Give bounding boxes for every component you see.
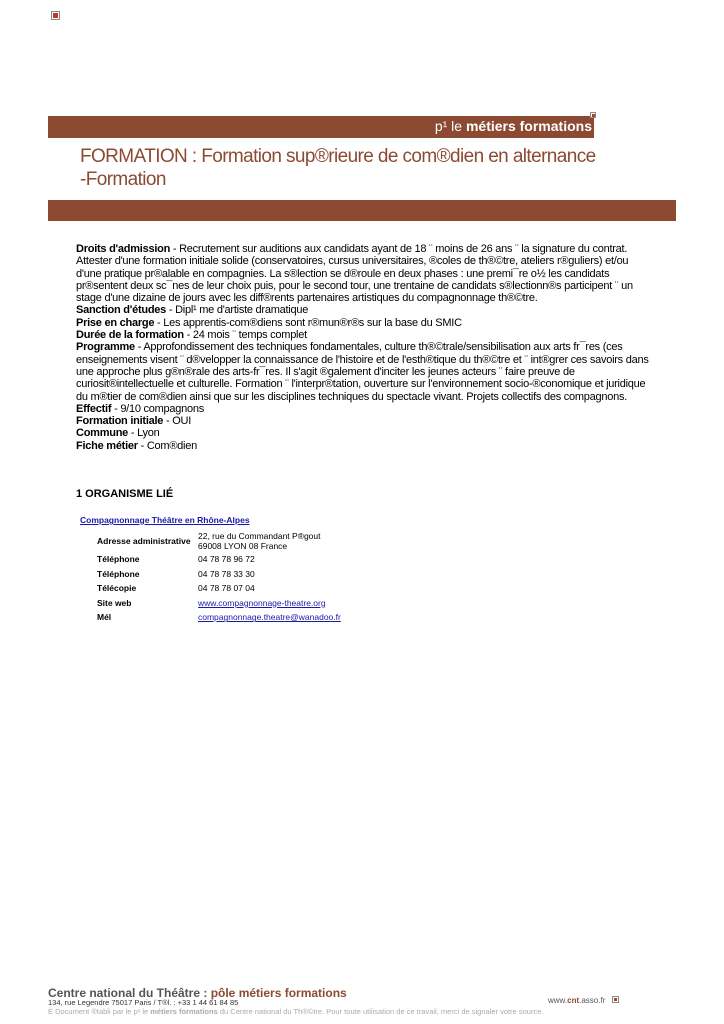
email-label: Mél — [97, 612, 112, 623]
footer-site-link[interactable]: www.cnt.asso.fr — [548, 996, 606, 1005]
header-bar — [48, 116, 594, 138]
header-pole-label: p¹ le métiers formations — [434, 118, 592, 134]
phone-value: 04 78 78 96 72 — [198, 554, 255, 565]
header-image-icon — [590, 112, 596, 118]
field-row: Prise en charge - Les apprentis-com®diens sont r®mun®r®s sur la base du SMIC — [76, 316, 462, 329]
footer-title: Centre national du Théâtre : pôle métiers formations — [48, 986, 347, 1000]
field-row: Commune - Lyon — [76, 427, 160, 440]
fax-label: Télécopie — [97, 583, 137, 594]
email-link[interactable]: compagnonnage.theatre@wanadoo.fr — [198, 612, 341, 623]
phone-value: 04 78 78 33 30 — [198, 568, 255, 579]
table-row — [97, 530, 341, 552]
field-row: Droits d'admission - Recrutement sur auditions aux candidats ayant de 18 ¨ moins de 26 ans ¨ la signature du contrat. Attester d'une formation initiale solide (conservatoires, cursus universitaires, ®coles de th®©tre, ateliers r®guliers) et/ou d'une pratique pr®alable en compagnies. La s®lection se d®roule en deux phases : une premi¯re o½ les candidats pr®sentent deux sc¯nes de leur choix puis, pour le second tour, une trentaine de candidats s®lectionn®s participent ¨ un stage d'une dizaine de jours avec les diff®rents partenaires artistiques du compagnonnage th®©tre. — [76, 243, 633, 305]
field-row: Sanction d'études - Dipl¹ me d'artiste dramatique — [76, 304, 309, 317]
website-label: Site web — [97, 597, 132, 608]
phone-label: Téléphone — [97, 554, 140, 565]
fax-value: 04 78 78 07 04 — [198, 583, 255, 594]
footer-address: 134, rue Legendre 75017 Paris / T®l. : +33 1 44 61 84 85 — [48, 998, 239, 1007]
website-link[interactable]: www.compagnonnage-theatre.org — [198, 597, 326, 608]
table-row — [97, 552, 341, 567]
table-row — [97, 610, 341, 625]
table-row — [97, 581, 341, 596]
field-row: Effectif - 9/10 compagnons — [76, 402, 205, 415]
field-row: Durée de la formation - 24 mois ¨ temps complet — [76, 329, 307, 342]
page-title: FORMATION : Formation sup®rieure de com®dien en alternance -Formation — [80, 146, 596, 190]
formation-details — [76, 243, 656, 452]
field-row: Fiche métier - Com®dien — [76, 439, 197, 452]
title-divider-bar — [48, 200, 676, 221]
address-value: 22, rue du Commandant P®gout 69008 LYON 08 France — [198, 531, 321, 551]
address-label: Adresse administrative — [97, 536, 191, 546]
table-row — [97, 567, 341, 582]
phone-label: Téléphone — [97, 568, 140, 579]
organisms-heading: 1 ORGANISME LIÉ — [76, 488, 174, 500]
field-row: Formation initiale - OUI — [76, 415, 192, 428]
organism-name-link[interactable]: Compagnonnage Théâtre en Rhône-Alpes — [80, 515, 250, 525]
broken-image-icon — [51, 11, 60, 20]
footer-image-icon — [612, 996, 619, 1003]
organism-contact-table — [97, 530, 341, 625]
field-row: Programme - Approfondissement des techniques fondamentales, culture th®©trale/sensibilisation aux arts fr¯res (ces enseignements visent ¨ d®velopper la connaissance de l'histoire et de l'esth®tique du th®©tre et ¨ int®grer ces savoirs dans une approche plus g®n®rale des arts-fr¯res. Il s'agit ®galement d'inciter les jeunes acteurs ¨ faire preuve de curiosit®intellectuelle et culturelle. Formation ¨ l'interpr®tation, ouverture sur l'environnement socio-®conomique et juridique du m®tier de com®dien ainsi que sur les disciplines techniques du spectacle vivant. Projets collectifs des compagnons. — [76, 341, 649, 403]
footer-note: È Document ®tabli par le p¹ le métiers formations du Centre national du Th®©tre. Pour toute utilisation de ce travail, merci de signaler votre source. — [48, 1007, 544, 1016]
table-row — [97, 596, 341, 611]
